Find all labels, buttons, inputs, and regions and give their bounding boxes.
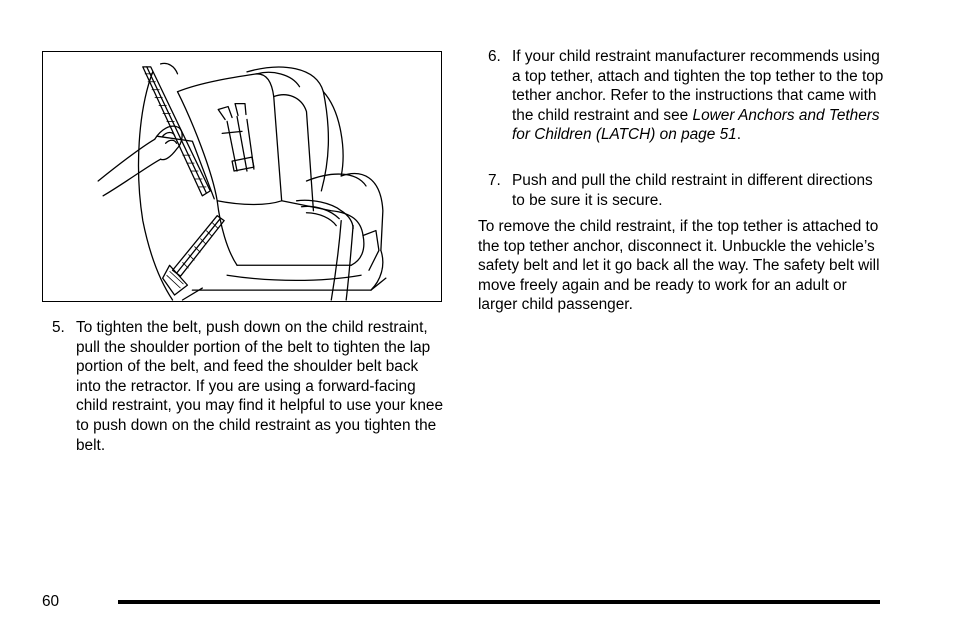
- child-seat-drawing: [43, 52, 441, 301]
- removal-paragraph: To remove the child restraint, if the top tether is attached to the top tether anchor, disconnect it. Unbuckle the vehicle’s safety belt and let it go back all the way. The safety belt will move freely again and be ready to work for an adult or larger child passenger.: [478, 218, 880, 314]
- page-number: 60: [42, 593, 60, 610]
- step-text: [512, 47, 888, 145]
- step-text-before: If your child restraint manufacturer recommends using a top tether, attach and tighten the top tether to the top tether anchor. Refer to the instructions that came with the child restraint and see: [512, 48, 884, 124]
- cross-reference-link[interactable]: Lower Anchors and Tethers for Children (LATCH) on page 51: [512, 106, 880, 144]
- step-text: To tighten the belt, push down on the child restraint, pull the shoulder portion of the belt to tighten the lap portion of the belt, and feed the shoulder belt back into the retractor. If you are using a forward-facing child restraint, you may find it helpful to use your knee to push down on the child restraint as you tighten the belt.: [76, 319, 444, 454]
- step-number: 6.: [488, 48, 501, 65]
- step-text-after: .: [736, 126, 741, 144]
- step-number: 7.: [488, 172, 501, 189]
- step-text: Push and pull the child restraint in different directions to be sure it is secure.: [512, 172, 873, 209]
- step-number: 5.: [52, 319, 65, 336]
- footer-rule: [118, 600, 880, 604]
- child-restraint-illustration: [42, 51, 442, 302]
